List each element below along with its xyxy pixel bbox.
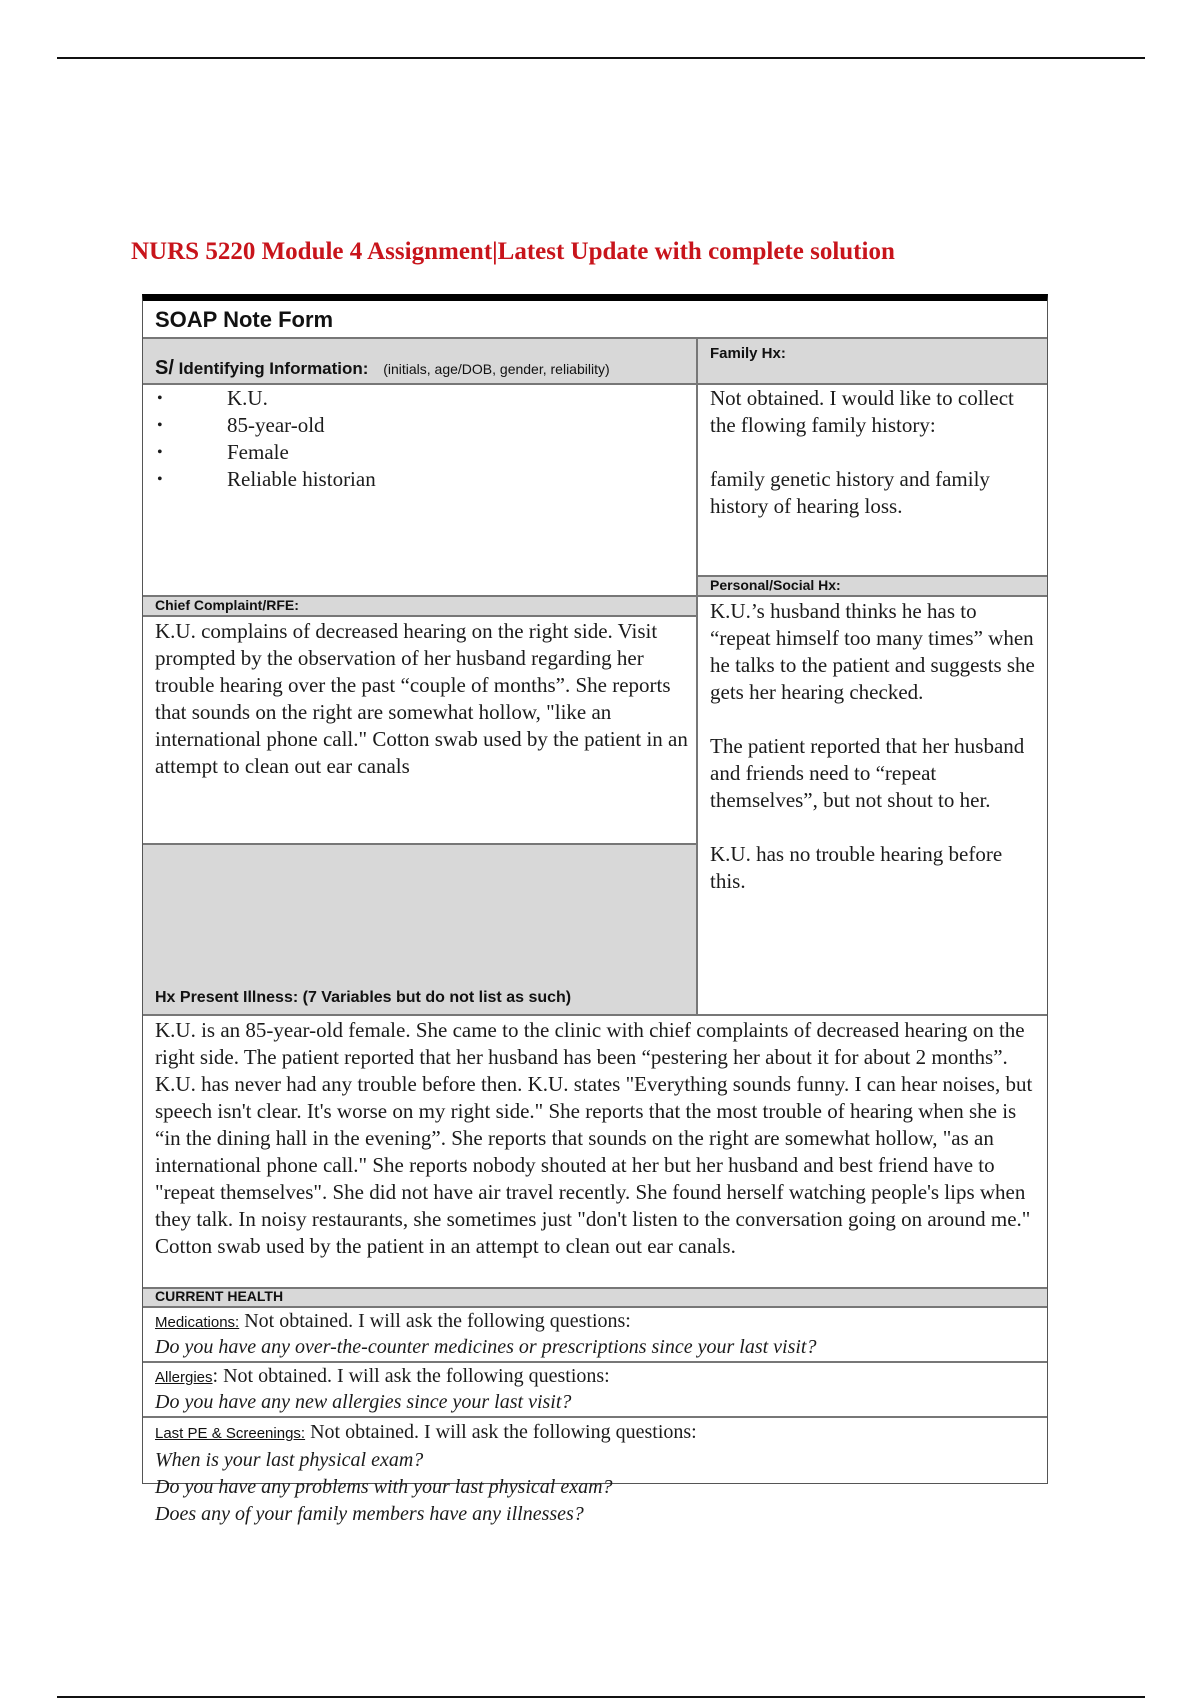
- chief-complaint-text: K.U. complains of decreased hearing on the right side. Visit prompted by the observation of her husband regarding her trouble hearing over the past “couple of months”. She reports that sounds on the right are somewhat hollow, "like an international phone call." Cotton swab used by the patient in an attempt to clean out ear canals: [155, 619, 688, 778]
- allergies-text: : Not obtained. I will ask the following questions:: [212, 1365, 610, 1387]
- family-hx-header: [698, 339, 1047, 383]
- personal-social-paragraph: The patient reported that her husband and friends need to “repeat themselves”, but not shout to her.: [710, 734, 1025, 812]
- divider: [143, 1014, 1047, 1016]
- hpi-header: [143, 845, 696, 1014]
- allergies-label: Allergies: [155, 1369, 213, 1386]
- identifying-body: [143, 385, 696, 599]
- personal-social-paragraph: K.U. has no trouble hearing before this.: [710, 842, 1003, 893]
- chief-complaint-body: [155, 618, 690, 838]
- personal-social-label: Personal/Social Hx:: [710, 577, 841, 593]
- medications-text: Not obtained. I will ask the following questions:: [244, 1310, 631, 1332]
- divider: [143, 1361, 1047, 1363]
- personal-social-body: [710, 598, 1042, 998]
- last-pe-question: Do you have any problems with your last physical exam?: [155, 1476, 613, 1498]
- allergies-section: [155, 1364, 1039, 1414]
- subjective-prefix: S/: [155, 357, 174, 379]
- column-divider: [696, 339, 698, 1014]
- list-item: • Reliable historian: [157, 467, 376, 491]
- allergies-question: Do you have any new allergies since your last visit?: [155, 1391, 572, 1413]
- last-pe-line: [155, 1419, 1039, 1447]
- form-title: SOAP Note Form: [155, 307, 334, 332]
- bottom-rule: [57, 1696, 1145, 1698]
- allergies-line: [155, 1364, 1039, 1390]
- family-hx-label: Family Hx:: [710, 345, 786, 362]
- divider: [143, 615, 696, 617]
- divider: [143, 1306, 1047, 1308]
- soap-note-form: [142, 294, 1048, 1525]
- identifying-hint: (initials, age/DOB, gender, reliability): [383, 361, 610, 377]
- last-pe-section: [155, 1419, 1039, 1527]
- identifying-label: [155, 357, 610, 380]
- family-hx-body: [710, 385, 1040, 575]
- medications-label: Medications:: [155, 1314, 240, 1331]
- medications-section: [155, 1309, 1039, 1359]
- personal-social-paragraph: K.U.’s husband thinks he has to “repeat himself too many times” when he talks to the patient and suggests she gets her hearing checked.: [710, 599, 1035, 704]
- last-pe-label: Last PE & Screenings:: [155, 1425, 306, 1442]
- hpi-text: K.U. is an 85-year-old female. She came to the clinic with chief complaints of decreased hearing on the right side. The patient reported that her husband has been “pestering her about it for about 2 months”. K.U. has never had any trouble before then. K.U. states "Everything sounds funny. I can hear noises, but speech isn't clear. It's worse on my right side." She reports that the most trouble of hearing when she is “in the dining hall in the evening”. She reports that sounds on the right are somewhat hollow, "as an international phone call." She reports nobody shouted at her but her husband and best friend have to "repeat themselves". She did not have air travel recently. She found herself watching people's lips when they talk. In noisy restaurants, she sometimes just "don't listen to the conversation going on around me." Cotton swab used by the patient in an attempt to clean out ear canals.: [155, 1018, 1033, 1258]
- document-title: NURS 5220 Module 4 Assignment|Latest Update with complete solution: [131, 238, 895, 265]
- identifying-header: [143, 339, 696, 383]
- family-hx-paragraph: Not obtained. I would like to collect the flowing family history:: [710, 386, 1014, 437]
- current-health-label: CURRENT HEALTH: [155, 1288, 284, 1304]
- divider: [143, 1416, 1047, 1418]
- last-pe-question: When is your last physical exam?: [155, 1449, 424, 1471]
- divider: [698, 595, 1047, 597]
- list-item: • Female: [157, 440, 289, 464]
- medications-line: [155, 1309, 1039, 1335]
- hpi-body: [155, 1017, 1039, 1287]
- last-pe-question: Does any of your family members have any illnesses?: [155, 1503, 584, 1525]
- hpi-label: Hx Present Illness: (7 Variables but do not list as such): [155, 989, 572, 1006]
- family-hx-paragraph: family genetic history and family history of hearing loss.: [710, 467, 990, 518]
- personal-social-header: [698, 577, 1047, 595]
- last-pe-text: Not obtained. I will ask the following questions:: [310, 1421, 697, 1443]
- chief-complaint-label: Chief Complaint/RFE:: [155, 597, 299, 613]
- chief-complaint-header: [143, 597, 696, 615]
- list-item: • 85-year-old: [157, 413, 325, 437]
- current-health-header: [143, 1289, 1047, 1306]
- identifying-label-text: Identifying Information:: [178, 359, 369, 378]
- medications-question: Do you have any over-the-counter medicines or prescriptions since your last visit?: [155, 1336, 817, 1358]
- top-rule: [57, 57, 1145, 59]
- list-item: • K.U.: [157, 386, 268, 410]
- identifying-list: [155, 385, 376, 493]
